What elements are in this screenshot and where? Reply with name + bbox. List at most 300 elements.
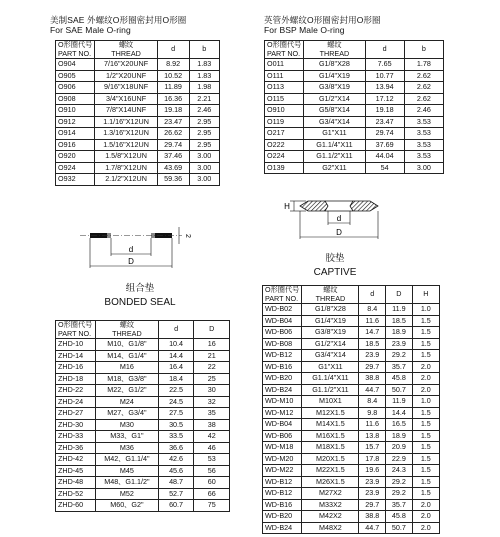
value-cell: 3.53 bbox=[404, 151, 443, 163]
b-header: b bbox=[189, 41, 219, 59]
value-cell: 8.4 bbox=[359, 396, 386, 408]
value-cell: 37.69 bbox=[365, 139, 404, 151]
value-cell: 2.21 bbox=[189, 93, 219, 105]
part-no-cell: WD-M18 bbox=[263, 442, 302, 454]
part-no-cell: ZHD-60 bbox=[56, 500, 96, 512]
part-no-cell: WD-B24 bbox=[263, 522, 302, 534]
part-no-cell: WD-B16 bbox=[263, 361, 302, 373]
value-cell: 18.5 bbox=[359, 338, 386, 350]
part-no-header: O形圈代号 PART NO. bbox=[56, 321, 96, 339]
value-cell: 23.9 bbox=[386, 338, 413, 350]
table-header-row bbox=[265, 41, 444, 59]
thread-cell: 1.5/16"X12UN bbox=[95, 139, 157, 151]
value-cell: 11.9 bbox=[386, 396, 413, 408]
table-row bbox=[263, 304, 440, 316]
table-row bbox=[263, 499, 440, 511]
value-cell: 11.89 bbox=[157, 82, 189, 94]
table-header-row bbox=[263, 286, 440, 304]
D-header: D bbox=[194, 321, 230, 339]
value-cell: 35.7 bbox=[386, 361, 413, 373]
table-row bbox=[263, 396, 440, 408]
value-cell: 2.62 bbox=[404, 70, 443, 82]
bonded-seal-t-label: 2 bbox=[184, 234, 191, 238]
value-cell: 2.0 bbox=[412, 384, 439, 396]
thread-cell: G1/4"X19 bbox=[304, 70, 365, 82]
value-cell: 48.7 bbox=[158, 477, 194, 489]
part-no-cell: O932 bbox=[56, 174, 95, 186]
part-no-cell: O224 bbox=[265, 151, 304, 163]
value-cell: 27.5 bbox=[158, 408, 194, 420]
table-row bbox=[263, 407, 440, 419]
thread-header: 螺纹 THREAD bbox=[304, 41, 365, 59]
table-row bbox=[56, 419, 230, 431]
value-cell: 43.69 bbox=[157, 162, 189, 174]
value-cell: 2.0 bbox=[412, 499, 439, 511]
value-cell: 17.12 bbox=[365, 93, 404, 105]
part-no-cell: ZHD-24 bbox=[56, 396, 96, 408]
part-no-cell: O222 bbox=[265, 139, 304, 151]
value-cell: 32 bbox=[194, 396, 230, 408]
part-no-header: O形圈代号 PART NO. bbox=[56, 41, 95, 59]
value-cell: 44.7 bbox=[359, 522, 386, 534]
thread-cell: G1.1/4"X11 bbox=[302, 373, 359, 385]
bonded-seal-caption bbox=[100, 280, 180, 308]
table-row bbox=[263, 522, 440, 534]
value-cell: 1.5 bbox=[412, 453, 439, 465]
part-no-cell: ZHD-42 bbox=[56, 454, 96, 466]
thread-cell: M20X1.5 bbox=[302, 453, 359, 465]
sae-title-en: For SAE Male O-ring bbox=[50, 25, 131, 35]
table-row bbox=[263, 488, 440, 500]
part-no-cell: ZHD-18 bbox=[56, 373, 96, 385]
table-row bbox=[56, 442, 230, 454]
table-row bbox=[56, 162, 220, 174]
value-cell: 35 bbox=[194, 408, 230, 420]
captive-H-label: H bbox=[284, 202, 290, 211]
thread-cell: M27X2 bbox=[302, 488, 359, 500]
d-header: d bbox=[157, 41, 189, 59]
table-row bbox=[265, 151, 444, 163]
thread-cell: M16 bbox=[95, 362, 158, 374]
value-cell: 2.95 bbox=[189, 139, 219, 151]
sae-title bbox=[50, 15, 186, 35]
value-cell: 19.18 bbox=[157, 105, 189, 117]
value-cell: 2.0 bbox=[412, 373, 439, 385]
value-cell: 60.7 bbox=[158, 500, 194, 512]
value-cell: 16.36 bbox=[157, 93, 189, 105]
value-cell: 37.46 bbox=[157, 151, 189, 163]
part-no-cell: ZHD-45 bbox=[56, 465, 96, 477]
value-cell: 26.62 bbox=[157, 128, 189, 140]
value-cell: 24.3 bbox=[386, 465, 413, 477]
value-cell: 21 bbox=[194, 350, 230, 362]
value-cell: 1.5 bbox=[412, 327, 439, 339]
thread-cell: G1/4"X19 bbox=[302, 315, 359, 327]
value-cell: 3.53 bbox=[404, 128, 443, 140]
thread-cell: M42X2 bbox=[302, 511, 359, 523]
table-row bbox=[265, 128, 444, 140]
value-cell: 53 bbox=[194, 454, 230, 466]
d-header: d bbox=[158, 321, 194, 339]
bonded-seal-d-label: d bbox=[128, 245, 134, 254]
part-no-cell: WD-B12 bbox=[263, 488, 302, 500]
table-row bbox=[265, 82, 444, 94]
table-row bbox=[263, 361, 440, 373]
table-row bbox=[56, 174, 220, 186]
part-no-cell: O011 bbox=[265, 59, 304, 71]
value-cell: 1.5 bbox=[412, 407, 439, 419]
part-no-cell: O906 bbox=[56, 82, 95, 94]
part-no-cell: ZHD-10 bbox=[56, 339, 96, 351]
table-row bbox=[263, 465, 440, 477]
thread-cell: G1/2"X14 bbox=[302, 338, 359, 350]
thread-cell: 1.1/16"X12UN bbox=[95, 116, 157, 128]
thread-cell: M24 bbox=[95, 396, 158, 408]
value-cell: 38.8 bbox=[359, 373, 386, 385]
value-cell: 10.77 bbox=[365, 70, 404, 82]
part-no-cell: O910 bbox=[56, 105, 95, 117]
value-cell: 29.7 bbox=[359, 499, 386, 511]
value-cell: 46 bbox=[194, 442, 230, 454]
value-cell: 16.4 bbox=[158, 362, 194, 374]
value-cell: 11.6 bbox=[359, 419, 386, 431]
part-no-cell: O920 bbox=[56, 151, 95, 163]
value-cell: 18.9 bbox=[386, 327, 413, 339]
table-row bbox=[56, 350, 230, 362]
value-cell: 18.4 bbox=[158, 373, 194, 385]
part-no-cell: WD-M22 bbox=[263, 465, 302, 477]
value-cell: 45.8 bbox=[386, 511, 413, 523]
thread-cell: M42、G1.1/4" bbox=[95, 454, 158, 466]
thread-cell: 3/4"X16UNF bbox=[95, 93, 157, 105]
part-no-cell: O908 bbox=[56, 93, 95, 105]
thread-cell: G1"X11 bbox=[302, 361, 359, 373]
value-cell: 1.5 bbox=[412, 430, 439, 442]
table-row bbox=[263, 373, 440, 385]
value-cell: 2.46 bbox=[404, 105, 443, 117]
thread-cell: G1"X11 bbox=[304, 128, 365, 140]
table-row bbox=[263, 453, 440, 465]
value-cell: 1.5 bbox=[412, 476, 439, 488]
thread-cell: 7/16"X20UNF bbox=[95, 59, 157, 71]
value-cell: 16 bbox=[194, 339, 230, 351]
table-row bbox=[263, 442, 440, 454]
thread-cell: M26X1.5 bbox=[302, 476, 359, 488]
value-cell: 18.9 bbox=[386, 430, 413, 442]
table-row bbox=[56, 408, 230, 420]
bonded-seal-D-label: D bbox=[128, 257, 134, 266]
sae-title-cn: 美制SAE 外螺纹O形圈密封用O形圈 bbox=[50, 15, 187, 25]
table-row bbox=[56, 477, 230, 489]
captive-d-label: d bbox=[336, 214, 342, 223]
part-no-cell: ZHD-52 bbox=[56, 488, 96, 500]
part-no-cell: O217 bbox=[265, 128, 304, 140]
table-header-row bbox=[56, 41, 220, 59]
value-cell: 1.0 bbox=[412, 396, 439, 408]
thread-cell: M45 bbox=[95, 465, 158, 477]
part-no-header: O形圈代号 PART NO. bbox=[265, 41, 304, 59]
table-row bbox=[263, 419, 440, 431]
part-no-cell: WD-B12 bbox=[263, 476, 302, 488]
value-cell: 22.9 bbox=[386, 453, 413, 465]
D-header: D bbox=[386, 286, 413, 304]
part-no-cell: ZHD-48 bbox=[56, 477, 96, 489]
thread-cell: M10、G1/8" bbox=[95, 339, 158, 351]
value-cell: 2.95 bbox=[189, 116, 219, 128]
table-row bbox=[56, 116, 220, 128]
table-row bbox=[56, 139, 220, 151]
thread-cell: G5/8"X14 bbox=[304, 105, 365, 117]
bsp-title-cn: 英管外螺纹O形圈密封用O形圈 bbox=[264, 15, 381, 25]
value-cell: 1.5 bbox=[412, 442, 439, 454]
value-cell: 1.98 bbox=[189, 82, 219, 94]
value-cell: 33.5 bbox=[158, 431, 194, 443]
captive-left-section bbox=[300, 201, 328, 211]
bonded-seal-caption-cn: 组合垫 bbox=[125, 283, 155, 294]
thread-cell: M18、G3/8" bbox=[95, 373, 158, 385]
value-cell: 29.7 bbox=[359, 361, 386, 373]
part-no-cell: ZHD-22 bbox=[56, 385, 96, 397]
part-no-cell: O113 bbox=[265, 82, 304, 94]
value-cell: 24.5 bbox=[158, 396, 194, 408]
value-cell: 45.8 bbox=[386, 373, 413, 385]
table-row bbox=[265, 162, 444, 174]
value-cell: 44.7 bbox=[359, 384, 386, 396]
table-row bbox=[56, 454, 230, 466]
captive-caption bbox=[305, 250, 365, 278]
value-cell: 54 bbox=[365, 162, 404, 174]
value-cell: 14.4 bbox=[386, 407, 413, 419]
bsp-title-en: For BSP Male O-ring bbox=[264, 25, 345, 35]
table-row bbox=[263, 350, 440, 362]
value-cell: 10.4 bbox=[158, 339, 194, 351]
part-no-cell: WD-B06 bbox=[263, 430, 302, 442]
value-cell: 23.9 bbox=[359, 350, 386, 362]
table-row bbox=[263, 315, 440, 327]
part-no-cell: WD-B04 bbox=[263, 419, 302, 431]
thread-cell: M14、G1/4" bbox=[95, 350, 158, 362]
value-cell: 23.9 bbox=[359, 476, 386, 488]
part-no-cell: WD-M10 bbox=[263, 396, 302, 408]
bsp-table bbox=[264, 40, 444, 174]
thread-cell: G3/8"X19 bbox=[304, 82, 365, 94]
value-cell: 50.7 bbox=[386, 384, 413, 396]
part-no-cell: O115 bbox=[265, 93, 304, 105]
value-cell: 23.47 bbox=[365, 116, 404, 128]
thread-header: 螺纹 THREAD bbox=[95, 321, 158, 339]
table-row bbox=[263, 338, 440, 350]
d-header: d bbox=[359, 286, 386, 304]
value-cell: 1.0 bbox=[412, 304, 439, 316]
thread-cell: M16X1.5 bbox=[302, 430, 359, 442]
value-cell: 22 bbox=[194, 362, 230, 374]
value-cell: 2.62 bbox=[404, 82, 443, 94]
value-cell: 11.6 bbox=[359, 315, 386, 327]
value-cell: 50.7 bbox=[386, 522, 413, 534]
value-cell: 14.7 bbox=[359, 327, 386, 339]
value-cell: 30.5 bbox=[158, 419, 194, 431]
d-header: d bbox=[365, 41, 404, 59]
value-cell: 59.36 bbox=[157, 174, 189, 186]
bonded-seal-drawing bbox=[55, 210, 225, 280]
thread-cell: G1/2"X14 bbox=[304, 93, 365, 105]
part-no-cell: WD-B20 bbox=[263, 373, 302, 385]
value-cell: 1.5 bbox=[412, 488, 439, 500]
thread-cell: 2.1/2"X12UN bbox=[95, 174, 157, 186]
part-no-cell: ZHD-14 bbox=[56, 350, 96, 362]
value-cell: 14.4 bbox=[158, 350, 194, 362]
thread-cell: M30 bbox=[95, 419, 158, 431]
table-row bbox=[56, 151, 220, 163]
value-cell: 2.46 bbox=[189, 105, 219, 117]
thread-cell: G3/4"X14 bbox=[302, 350, 359, 362]
value-cell: 11.9 bbox=[386, 304, 413, 316]
captive-drawing bbox=[280, 195, 400, 245]
value-cell: 29.2 bbox=[386, 488, 413, 500]
value-cell: 2.0 bbox=[412, 511, 439, 523]
table-row bbox=[56, 339, 230, 351]
thread-cell: G3/8"X19 bbox=[302, 327, 359, 339]
part-no-cell: WD-B02 bbox=[263, 304, 302, 316]
thread-cell: M12X1.5 bbox=[302, 407, 359, 419]
table-row bbox=[265, 70, 444, 82]
bonded-seal-table bbox=[55, 320, 230, 512]
table-row bbox=[56, 59, 220, 71]
value-cell: 25 bbox=[194, 373, 230, 385]
value-cell: 30 bbox=[194, 385, 230, 397]
part-no-cell: O924 bbox=[56, 162, 95, 174]
value-cell: 15.7 bbox=[359, 442, 386, 454]
table-row bbox=[56, 465, 230, 477]
value-cell: 38 bbox=[194, 419, 230, 431]
table-row bbox=[56, 362, 230, 374]
thread-cell: M36 bbox=[95, 442, 158, 454]
value-cell: 75 bbox=[194, 500, 230, 512]
value-cell: 1.78 bbox=[404, 59, 443, 71]
value-cell: 1.83 bbox=[189, 70, 219, 82]
thread-cell: M33X2 bbox=[302, 499, 359, 511]
thread-cell: M22、G1/2" bbox=[95, 385, 158, 397]
value-cell: 29.2 bbox=[386, 350, 413, 362]
value-cell: 20.9 bbox=[386, 442, 413, 454]
captive-D-label: D bbox=[336, 228, 342, 237]
table-row bbox=[263, 384, 440, 396]
sae-table bbox=[55, 40, 220, 186]
table-row bbox=[56, 105, 220, 117]
table-row bbox=[56, 488, 230, 500]
part-no-cell: O914 bbox=[56, 128, 95, 140]
thread-cell: M33、G1" bbox=[95, 431, 158, 443]
value-cell: 18.5 bbox=[386, 315, 413, 327]
table-row bbox=[265, 93, 444, 105]
part-no-cell: O904 bbox=[56, 59, 95, 71]
value-cell: 1.5 bbox=[412, 338, 439, 350]
value-cell: 42.6 bbox=[158, 454, 194, 466]
value-cell: 44.04 bbox=[365, 151, 404, 163]
part-no-cell: O912 bbox=[56, 116, 95, 128]
thread-cell: M48X2 bbox=[302, 522, 359, 534]
value-cell: 1.5 bbox=[412, 465, 439, 477]
table-row bbox=[265, 59, 444, 71]
value-cell: 38.8 bbox=[359, 511, 386, 523]
bsp-title bbox=[264, 15, 381, 35]
value-cell: 3.00 bbox=[404, 162, 443, 174]
value-cell: 2.95 bbox=[189, 128, 219, 140]
table-row bbox=[263, 476, 440, 488]
value-cell: 8.92 bbox=[157, 59, 189, 71]
value-cell: 3.53 bbox=[404, 116, 443, 128]
captive-caption-cn: 胶垫 bbox=[325, 253, 345, 264]
thread-cell: G1/8"X28 bbox=[304, 59, 365, 71]
part-no-cell: O910 bbox=[265, 105, 304, 117]
table-row bbox=[56, 385, 230, 397]
thread-cell: M18X1.5 bbox=[302, 442, 359, 454]
part-no-cell: WD-B08 bbox=[263, 338, 302, 350]
table-row bbox=[56, 70, 220, 82]
value-cell: 52.7 bbox=[158, 488, 194, 500]
value-cell: 1.5 bbox=[412, 419, 439, 431]
part-no-cell: O905 bbox=[56, 70, 95, 82]
value-cell: 22.5 bbox=[158, 385, 194, 397]
thread-cell: M10X1 bbox=[302, 396, 359, 408]
part-no-cell: WD-M12 bbox=[263, 407, 302, 419]
H-header: H bbox=[412, 286, 439, 304]
b-header: b bbox=[404, 41, 443, 59]
value-cell: 2.0 bbox=[412, 361, 439, 373]
part-no-cell: WD-M20 bbox=[263, 453, 302, 465]
part-no-cell: WD-B16 bbox=[263, 499, 302, 511]
value-cell: 2.0 bbox=[412, 522, 439, 534]
value-cell: 3.00 bbox=[189, 174, 219, 186]
table-row bbox=[263, 327, 440, 339]
value-cell: 16.5 bbox=[386, 419, 413, 431]
thread-cell: 1.3/16"X12UN bbox=[95, 128, 157, 140]
table-row bbox=[265, 116, 444, 128]
value-cell: 56 bbox=[194, 465, 230, 477]
value-cell: 35.7 bbox=[386, 499, 413, 511]
part-no-cell: ZHD-30 bbox=[56, 419, 96, 431]
part-no-cell: ZHD-16 bbox=[56, 362, 96, 374]
value-cell: 2.62 bbox=[404, 93, 443, 105]
value-cell: 9.8 bbox=[359, 407, 386, 419]
value-cell: 19.18 bbox=[365, 105, 404, 117]
value-cell: 3.00 bbox=[189, 162, 219, 174]
value-cell: 23.9 bbox=[359, 488, 386, 500]
captive-caption-en: CAPTIVE bbox=[313, 267, 357, 278]
thread-cell: G3/4"X14 bbox=[304, 116, 365, 128]
table-row bbox=[56, 93, 220, 105]
value-cell: 7.65 bbox=[365, 59, 404, 71]
thread-cell: M60、G2" bbox=[95, 500, 158, 512]
value-cell: 3.00 bbox=[189, 151, 219, 163]
value-cell: 1.5 bbox=[412, 315, 439, 327]
value-cell: 19.6 bbox=[359, 465, 386, 477]
part-no-header: O形圈代号 PART NO. bbox=[263, 286, 302, 304]
value-cell: 36.6 bbox=[158, 442, 194, 454]
part-no-cell: ZHD-36 bbox=[56, 442, 96, 454]
value-cell: 1.5 bbox=[412, 350, 439, 362]
thread-header: 螺纹 THREAD bbox=[95, 41, 157, 59]
thread-cell: M48、G1.1/2" bbox=[95, 477, 158, 489]
value-cell: 29.74 bbox=[157, 139, 189, 151]
thread-cell: G1/8"X28 bbox=[302, 304, 359, 316]
thread-cell: 9/16"X18UNF bbox=[95, 82, 157, 94]
thread-header: 螺纹 THREAD bbox=[302, 286, 359, 304]
captive-right-section bbox=[350, 201, 378, 211]
value-cell: 66 bbox=[194, 488, 230, 500]
thread-cell: G1.1/4"X11 bbox=[304, 139, 365, 151]
value-cell: 45.6 bbox=[158, 465, 194, 477]
